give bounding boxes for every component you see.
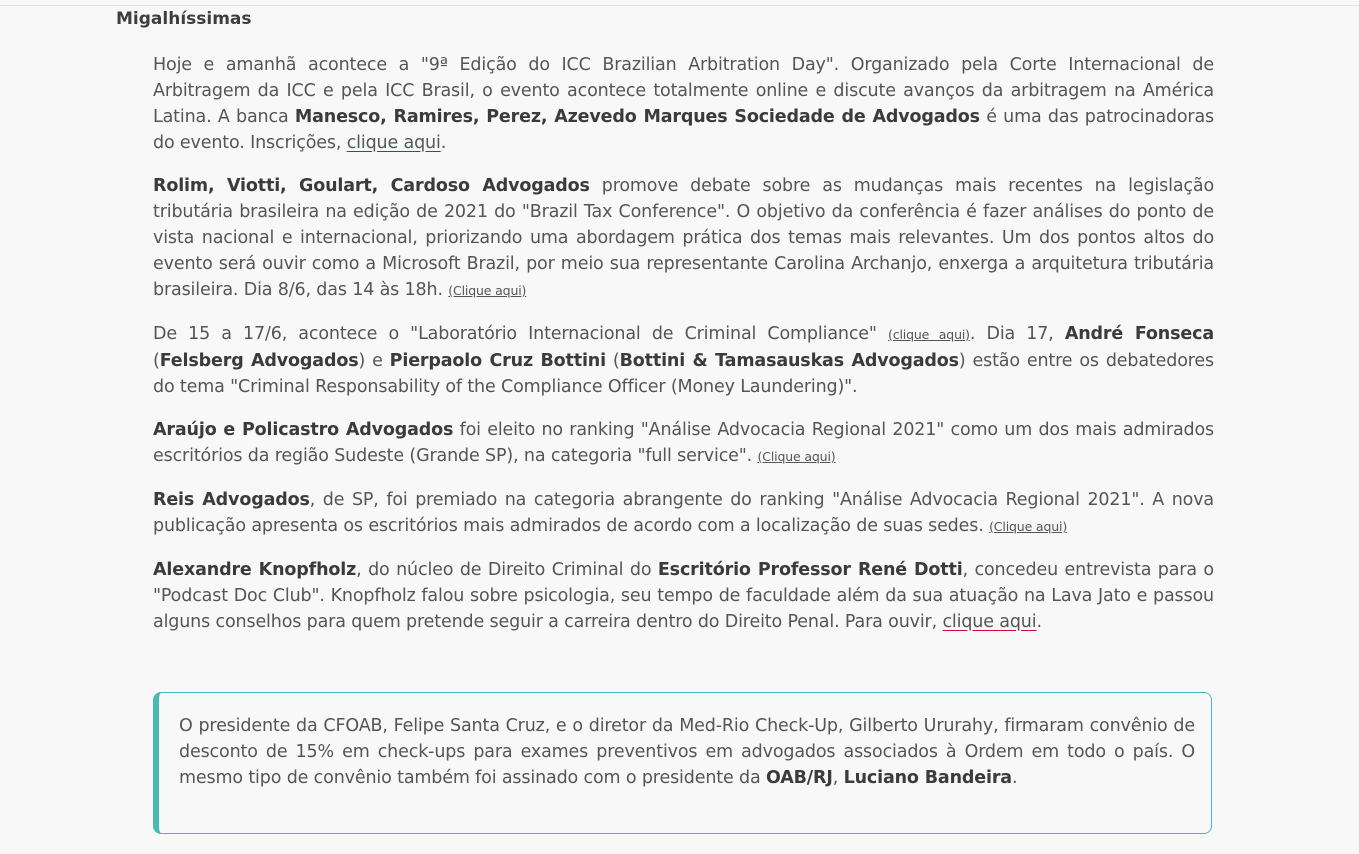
text: , concedeu entrevista para o "Podcast Doc Club". Knopfholz falou sobre psicologia, seu tempo de faculdade além da sua atuação na Lava Jato e passou alguns conselhos para quem pretende seguir a carreira dentro do Direito Penal. Para ouvir, <box>153 560 1214 632</box>
firm-name: Escritório Professor René Dotti <box>657 560 963 580</box>
firm-name: Araújo e Policastro Advogados <box>153 420 454 440</box>
ranking-link[interactable]: (Clique aqui) <box>757 449 836 464</box>
text: De 15 a 17/6, acontece o "Laboratório Internacional de Criminal Compliance" <box>153 324 888 344</box>
text: ( <box>153 351 160 371</box>
article-body <box>153 52 1214 652</box>
text: ) e <box>358 351 390 371</box>
paragraph-podcast <box>153 557 1214 635</box>
text: O presidente da CFOAB, Felipe Santa Cruz, e o diretor da Med-Rio Check-Up, Gilberto Ururahy, firmaram convênio de desconto de 15% em check-ups para exames preventivos em advogados associados à Ordem em todo o país. O mesmo tipo de convênio também foi assinado com o presidente da <box>179 716 1195 788</box>
text: . <box>440 133 447 153</box>
text: , <box>832 768 844 788</box>
firm-name: Felsberg Advogados <box>159 351 359 371</box>
paragraph-criminal-compliance <box>153 321 1214 400</box>
top-divider <box>0 5 1359 6</box>
person-name: Luciano Bandeira <box>843 768 1012 788</box>
text: ) estão entre os debatedores do tema "Criminal Responsability of the Compliance Officer (Money Laundering)". <box>153 351 1215 397</box>
tax-conference-link[interactable]: (Clique aqui) <box>448 283 527 298</box>
firm-name: Manesco, Ramires, Perez, Azevedo Marques Sociedade de Advogados <box>294 107 980 127</box>
firm-name: Bottini & Tamasauskas Advogados <box>619 351 959 371</box>
text: foi eleito no ranking "Análise Advocacia Regional 2021" como um dos mais admirados escritórios da região Sudeste (Grande SP), na categoria "full service". <box>153 420 1214 466</box>
org-name: OAB/RJ <box>765 768 833 788</box>
compliance-lab-link[interactable]: (clique aqui) <box>888 327 970 342</box>
text: , do núcleo de Direito Criminal do <box>356 560 658 580</box>
text: . <box>1011 768 1018 788</box>
person-name: Pierpaolo Cruz Bottini <box>389 351 606 371</box>
section-title: Migalhíssimas <box>116 9 252 29</box>
text: . <box>1036 612 1042 632</box>
firm-name: Rolim, Viotti, Goulart, Cardoso Advogados <box>153 176 590 196</box>
text: é uma das patrocinadoras do evento. Inscrições, <box>153 107 1214 153</box>
podcast-link[interactable]: clique aqui <box>942 612 1037 632</box>
paragraph-araujo-ranking <box>153 417 1214 470</box>
text: . Dia 17, <box>969 324 1065 344</box>
text: promove debate sobre as mudanças mais recentes na legislação tributária brasileira na edição de 2021 do "Brazil Tax Conference". O objetivo da conferência é fazer análises do ponto de vista nacional e internacional, priorizando uma abordagem prática dos temas mais relevantes. Um dos pontos altos do evento será ouvir como a Microsoft Brazil, por meio sua representante Carolina Archanjo, enxerga a arquitetura tributária brasileira. Dia 8/6, das 14 às 18h. <box>153 176 1215 300</box>
firm-name: Reis Advogados <box>153 490 310 510</box>
paragraph-icc-arbitration <box>153 52 1214 156</box>
person-name: Alexandre Knopfholz <box>153 560 357 580</box>
text: ( <box>605 351 620 371</box>
callout-text <box>179 713 1195 791</box>
callout-box <box>153 692 1212 834</box>
registration-link[interactable]: clique aqui <box>346 133 441 153</box>
paragraph-reis-award <box>153 487 1214 540</box>
person-name: André Fonseca <box>1064 324 1214 344</box>
text: Hoje e amanhã acontece a "9ª Edição do ICC Brazilian Arbitration Day". Organizado pela Corte Internacional de Arbitragem da ICC e pela ICC Brasil, o evento acontece totalmente online e discute avanços da arbitragem na América Latina. A banca <box>153 55 1214 127</box>
paragraph-tax-conference <box>153 173 1214 304</box>
text: , de SP, foi premiado na categoria abrangente do ranking "Análise Advocacia Regional 2021". A nova publicação apresenta os escritórios mais admirados de acordo com a localização de suas sedes. <box>153 490 1214 536</box>
award-link[interactable]: (Clique aqui) <box>989 519 1068 534</box>
